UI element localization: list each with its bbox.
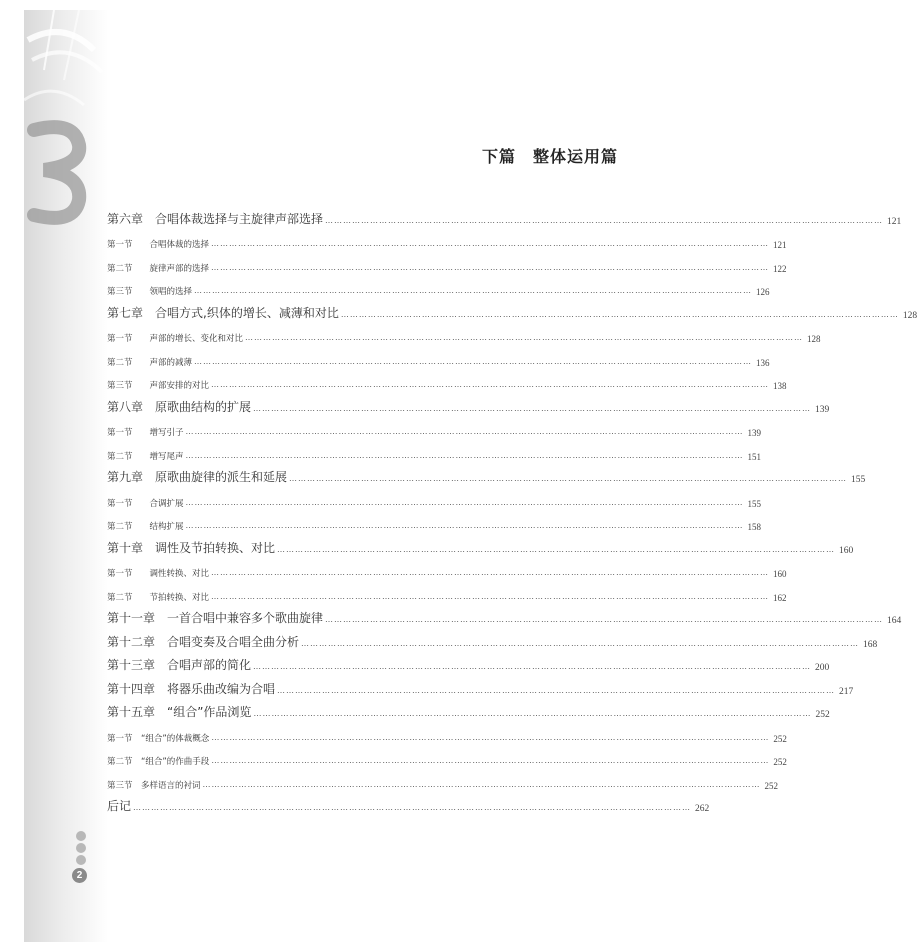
toc-dot-leader: …………………………………………………………………………………………………………………………………………………………………… [211, 591, 770, 601]
toc-dot-leader: …………………………………………………………………………………………………………………………………………………………………… [185, 450, 744, 460]
toc-entry-title: 后记 [107, 799, 132, 813]
toc-entry-title: 第二节 声部的减薄 [107, 357, 193, 368]
dot-decoration [76, 855, 86, 865]
toc-page-number: 155 [747, 498, 762, 509]
toc-chapter-entry[interactable] [107, 203, 902, 227]
toc-dot-leader: …………………………………………………………………………………………………………………………………………………………………… [325, 215, 884, 225]
toc-dot-leader: …………………………………………………………………………………………………………………………………………………………………… [202, 779, 761, 789]
toc-section-entry[interactable] [107, 556, 787, 580]
toc-dot-leader: …………………………………………………………………………………………………………………………………………………………………… [185, 427, 744, 436]
toc-dot-leader: …………………………………………………………………………………………………………………………………………………………………… [211, 262, 770, 272]
toc-entry-title: 第十四章 将器乐曲改编为合唱 [107, 681, 276, 696]
toc-page-number: 252 [815, 710, 830, 720]
toc-entry-title: 第六章 合唱体裁选择与主旋律声部选择 [107, 211, 324, 226]
toc-dot-leader: …………………………………………………………………………………………………………………………………………………………………… [211, 380, 770, 389]
toc-section-entry[interactable] [107, 720, 787, 744]
toc-chapter-entry[interactable] [107, 626, 878, 650]
toc-entry-title: 第九章 原歌曲旋律的派生和延展 [107, 470, 288, 484]
toc-dot-leader: …………………………………………………………………………………………………………………………………………………………………… [277, 685, 836, 695]
toc-page-number: 164 [887, 616, 902, 626]
page-number: 2 [72, 868, 87, 883]
toc-entry-title: 第一节 合调扩展 [107, 498, 184, 509]
toc-entry-title: 第十五章 “组合”作品浏览 [107, 705, 252, 719]
toc-section-entry[interactable] [107, 438, 762, 462]
toc-dot-leader: …………………………………………………………………………………………………………………………………………………………………… [185, 497, 744, 507]
toc-page-number: 160 [773, 569, 787, 579]
toc-entry-title: 第二节 增写尾声 [107, 451, 184, 462]
toc-entry-title: 第十三章 合唱声部的简化 [107, 658, 252, 672]
toc-dot-leader: …………………………………………………………………………………………………………………………………………………………………… [194, 286, 753, 295]
toc-dot-leader: …………………………………………………………………………………………………………………………………………………………………… [289, 474, 848, 483]
dot-decoration [76, 831, 86, 841]
toc-page-number: 158 [747, 522, 762, 532]
toc-chapter-entry[interactable] [107, 673, 854, 697]
toc-chapter-entry[interactable] [107, 462, 866, 486]
toc-dot-leader: …………………………………………………………………………………………………………………………………………………………………… [277, 544, 836, 554]
toc-dot-leader: …………………………………………………………………………………………………………………………………………………………………… [325, 615, 884, 624]
toc-chapter-entry[interactable] [107, 391, 830, 415]
toc-page-number: 162 [773, 592, 787, 603]
toc-dot-leader: …………………………………………………………………………………………………………………………………………………………………… [211, 568, 770, 577]
toc-dot-leader: …………………………………………………………………………………………………………………………………………………………………… [340, 309, 899, 319]
toc-section-entry[interactable] [107, 744, 787, 768]
toc-entry-title: 第一节 “组合”的体裁概念 [107, 733, 210, 744]
toc-entry-title: 第十二章 合唱变奏及合唱全曲分析 [107, 634, 300, 649]
toc-section-entry[interactable] [107, 250, 787, 274]
toc-dot-leader: …………………………………………………………………………………………………………………………………………………………………… [185, 521, 744, 530]
page-dots [72, 830, 90, 867]
toc-section-entry[interactable] [107, 579, 787, 603]
toc-entry-title: 第三节 领唱的选择 [107, 287, 193, 297]
toc-section-entry[interactable] [107, 321, 821, 345]
toc-page-number: 122 [773, 263, 787, 274]
toc-chapter-entry[interactable] [107, 791, 710, 815]
part-title: 下篇 整体运用篇 [481, 147, 618, 166]
toc-entry-title: 第七章 合唱方式,织体的增长、减薄和对比 [107, 305, 339, 320]
decorative-numeral-graphic [24, 10, 108, 240]
toc-page-number: 160 [839, 545, 854, 556]
toc-dot-leader: …………………………………………………………………………………………………………………………………………………………………… [211, 239, 770, 248]
toc-page-number: 138 [773, 381, 787, 391]
toc-chapter-entry[interactable] [107, 697, 830, 721]
toc-section-entry[interactable] [107, 227, 787, 251]
toc-entry-title: 第二节 旋律声部的选择 [107, 263, 210, 274]
toc-entry-title: 第一节 增写引子 [107, 428, 184, 438]
toc-dot-leader: …………………………………………………………………………………………………………………………………………………………………… [211, 732, 770, 742]
toc-section-entry[interactable] [107, 485, 762, 509]
dot-decoration [76, 843, 86, 853]
toc-chapter-entry[interactable] [107, 297, 917, 321]
toc-page-number: 151 [747, 451, 762, 462]
toc-dot-leader: …………………………………………………………………………………………………………………………………………………………………… [301, 638, 860, 648]
toc-entry-title: 第一节 调性转换、对比 [107, 569, 210, 579]
toc-page-number: 121 [887, 216, 902, 227]
toc-page-number: 128 [902, 310, 917, 321]
toc-dot-leader: …………………………………………………………………………………………………………………………………………………………………… [133, 803, 692, 812]
toc-entry-title: 第三节 多样语言的衬词 [107, 780, 201, 791]
toc-page-number: 252 [764, 780, 779, 791]
toc-chapter-entry[interactable] [107, 650, 830, 674]
toc-entry-title: 第二节 “组合”的作曲手段 [107, 757, 210, 767]
toc-entry-title: 第十章 调性及节拍转换、对比 [107, 540, 276, 555]
toc-chapter-entry[interactable] [107, 603, 902, 627]
toc-page-number: 252 [773, 733, 787, 744]
toc-entry-title: 第三节 声部安排的对比 [107, 381, 210, 391]
toc-dot-leader: …………………………………………………………………………………………………………………………………………………………………… [253, 662, 812, 671]
toc-section-entry[interactable] [107, 274, 770, 298]
toc-entry-title: 第一节 合唱体裁的选择 [107, 240, 210, 250]
toc-page-number: 139 [747, 428, 762, 438]
toc-entry-title: 第一节 声部的增长、变化和对比 [107, 334, 244, 344]
toc-dot-leader: …………………………………………………………………………………………………………………………………………………………………… [253, 709, 812, 718]
toc-section-entry[interactable] [107, 415, 762, 439]
toc-dot-leader: …………………………………………………………………………………………………………………………………………………………………… [211, 756, 770, 765]
toc-entry-title: 第八章 原歌曲结构的扩展 [107, 399, 252, 414]
toc-section-entry[interactable] [107, 368, 787, 392]
table-of-contents [107, 203, 917, 814]
toc-chapter-entry[interactable] [107, 532, 854, 556]
toc-page-number: 128 [807, 334, 821, 344]
toc-page-number: 139 [815, 404, 830, 415]
toc-page-number: 126 [756, 287, 770, 297]
toc-dot-leader: …………………………………………………………………………………………………………………………………………………………………… [253, 403, 812, 413]
toc-dot-leader: …………………………………………………………………………………………………………………………………………………………………… [194, 356, 753, 366]
toc-page-number: 262 [695, 804, 710, 814]
toc-page-number: 252 [773, 757, 787, 767]
toc-page-number: 200 [815, 663, 830, 673]
toc-section-entry[interactable] [107, 344, 770, 368]
toc-page-number: 136 [756, 357, 770, 368]
toc-page-number: 168 [863, 639, 878, 650]
toc-section-entry[interactable] [107, 767, 779, 791]
toc-page-number: 121 [773, 240, 787, 250]
toc-dot-leader: …………………………………………………………………………………………………………………………………………………………………… [245, 333, 804, 342]
toc-entry-title: 第二节 节拍转换、对比 [107, 592, 210, 603]
toc-section-entry[interactable] [107, 509, 762, 533]
toc-page-number: 217 [839, 686, 854, 697]
toc-entry-title: 第十一章 一首合唱中兼容多个歌曲旋律 [107, 611, 324, 625]
toc-entry-title: 第二节 结构扩展 [107, 522, 184, 532]
toc-page-number: 155 [851, 475, 866, 485]
